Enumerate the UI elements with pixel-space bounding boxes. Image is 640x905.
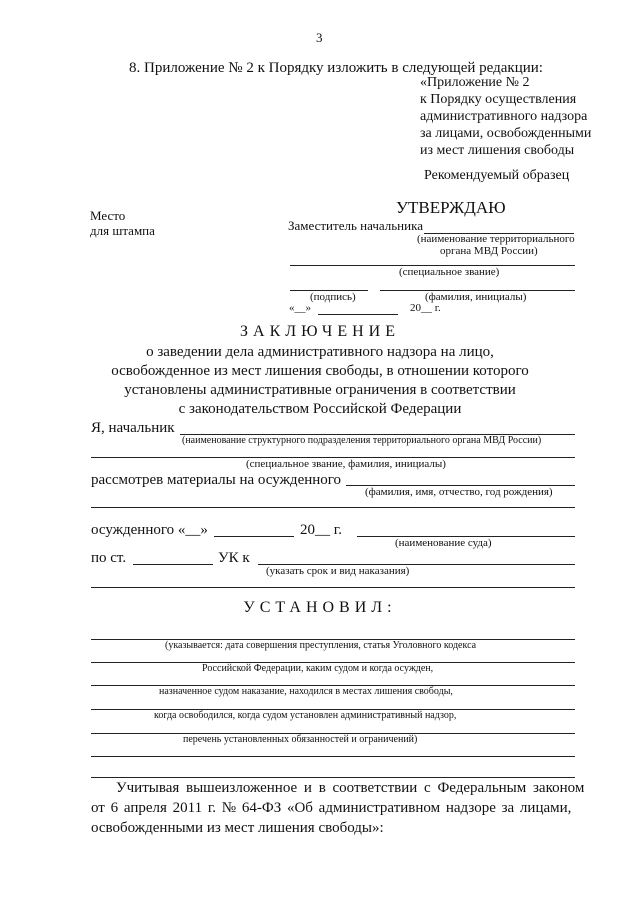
conclusion-title: ЗАКЛЮЧЕНИЕ [240,323,400,340]
hint-rank-name: (специальное звание, фамилия, инициалы) [246,458,446,470]
hint-court: (наименование суда) [395,537,492,549]
item-heading: 8. Приложение № 2 к Порядку изложить в следующей редакции: [129,60,543,76]
hint-name: (фамилия, инициалы) [425,291,527,303]
established-hint-2: Российской Федерации, каким судом и когда осужден, [202,663,434,674]
approval-date-day: «__» [289,302,311,314]
deputy-label: Заместитель начальника [288,218,423,233]
approval-date-year: 20__ г. [410,302,441,314]
conclusion-line-2: освобожденное из мест лишения свободы, в отношении которого [111,363,529,379]
approval-title: УТВЕРЖДАЮ [396,198,506,217]
appendix-line-3: административного надзора [420,109,588,124]
under-article-label: по ст. [91,550,127,566]
appendix-line-2: к Порядку осуществления [420,92,577,107]
reviewed-label: рассмотрев материалы на осужденного [91,472,342,488]
convicted-date-label: осужденного «__» [91,522,208,538]
convicted-month-line[interactable] [214,536,294,537]
established-line-7[interactable] [91,777,575,778]
convicted-year: 20__ г. [300,522,342,538]
article-line[interactable] [133,564,213,565]
established-title: УСТАНОВИЛ: [243,599,397,616]
page-number: 3 [316,30,323,45]
stamp-label-1: Место [90,208,126,223]
established-hint-5: перечень установленных обязанностей и ограничений) [183,734,418,745]
hint-fio: (фамилия, имя, отчество, год рождения) [365,486,553,498]
hint-org-2: органа МВД России) [440,245,538,257]
recommended-sample: Рекомендуемый образец [424,168,570,183]
closing-line-1: Учитывая вышеизложенное и в соответствии с Федеральным законом [116,780,585,796]
i-chief-label: Я, начальник [91,420,175,436]
hint-sentence: (указать срок и вид наказания) [266,565,410,577]
appendix-line-4: за лицами, освобожденными [420,126,592,141]
closing-line-3: освобожденными из мест лишения свободы»: [91,820,384,836]
uk-label: УК к [218,550,250,566]
appendix-line-1: «Приложение № 2 [420,75,530,90]
closing-line-2: от 6 апреля 2011 г. № 64-ФЗ «Об административном надзоре за лицами, [91,800,572,816]
fio-line-2[interactable] [91,507,575,508]
conclusion-line-4: с законодательством Российской Федерации [178,401,462,417]
hint-org-1: (наименование территориального [417,233,575,245]
established-hint-3: назначенное судом наказание, находился в местах лишения свободы, [159,686,453,697]
established-hint-1: (указывается: дата совершения преступления, статья Уголовного кодекса [165,640,477,651]
conclusion-line-1: о заведении дела административного надзора на лицо, [146,344,494,360]
established-line-6[interactable] [91,756,575,757]
appendix-line-5: из мест лишения свободы [420,143,575,158]
established-hint-4: когда освободился, когда судом установлен административный надзор, [154,710,457,721]
sentence-line-2[interactable] [91,587,575,588]
approval-date-month-line[interactable] [318,314,398,315]
stamp-label-2: для штампа [90,223,155,238]
hint-signature: (подпись) [310,291,356,303]
hint-unit: (наименование структурного подразделения территориального органа МВД России) [182,435,542,446]
hint-rank: (специальное звание) [399,266,500,278]
conclusion-line-3: установлены административные ограничения в соответствии [124,382,516,398]
